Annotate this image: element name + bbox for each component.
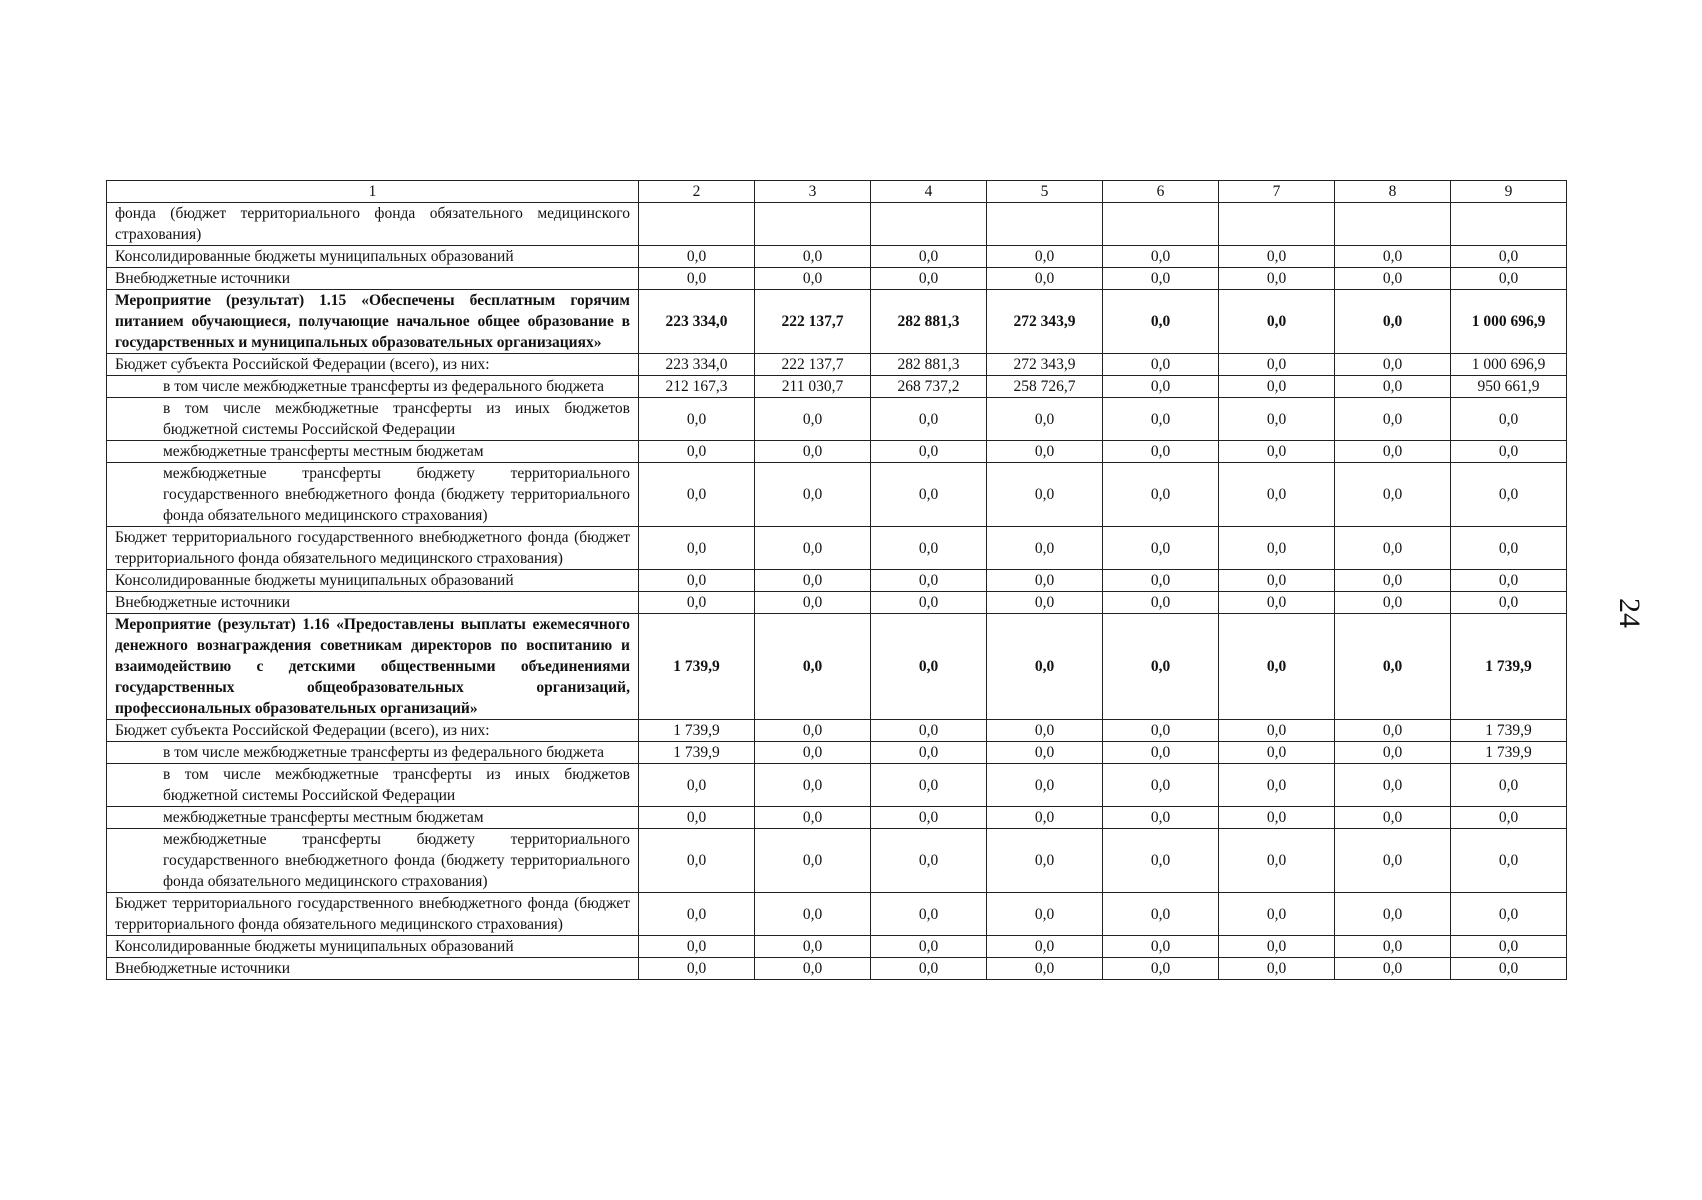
value-cell: 0,0 xyxy=(639,936,755,958)
value-cell: 0,0 xyxy=(755,614,871,720)
value-cell: 282 881,3 xyxy=(871,354,987,376)
value-cell: 0,0 xyxy=(1335,807,1451,829)
row-label: Бюджет территориального государственного внебюджетного фонда (бюджет территориального фонда обязательного медицинского страхования) xyxy=(107,893,639,936)
value-cell: 0,0 xyxy=(1335,764,1451,807)
value-cell: 0,0 xyxy=(987,936,1103,958)
value-cell: 0,0 xyxy=(1335,829,1451,893)
row-label: фонда (бюджет территориального фонда обязательного медицинского страхования) xyxy=(107,203,639,246)
value-cell: 0,0 xyxy=(1103,290,1219,354)
value-cell: 0,0 xyxy=(1335,398,1451,441)
value-cell: 0,0 xyxy=(987,807,1103,829)
value-cell: 0,0 xyxy=(1335,527,1451,570)
value-cell: 0,0 xyxy=(755,398,871,441)
value-cell: 0,0 xyxy=(871,720,987,742)
value-cell: 0,0 xyxy=(987,463,1103,527)
value-cell: 0,0 xyxy=(987,614,1103,720)
column-header: 1 xyxy=(107,181,639,203)
value-cell: 0,0 xyxy=(1335,592,1451,614)
value-cell: 0,0 xyxy=(1103,829,1219,893)
value-cell: 0,0 xyxy=(1335,570,1451,592)
value-cell: 223 334,0 xyxy=(639,290,755,354)
column-header: 9 xyxy=(1451,181,1567,203)
value-cell: 0,0 xyxy=(639,829,755,893)
value-cell: 0,0 xyxy=(1103,570,1219,592)
value-cell: 0,0 xyxy=(1103,742,1219,764)
value-cell: 0,0 xyxy=(1451,592,1567,614)
value-cell: 0,0 xyxy=(1335,893,1451,936)
value-cell: 1 739,9 xyxy=(639,742,755,764)
table-row xyxy=(107,268,1567,290)
value-cell: 0,0 xyxy=(1451,764,1567,807)
row-label: Бюджет субъекта Российской Федерации (всего), из них: xyxy=(107,720,639,742)
value-cell: 0,0 xyxy=(1219,720,1335,742)
value-cell: 0,0 xyxy=(871,570,987,592)
table-row xyxy=(107,829,1567,893)
value-cell: 0,0 xyxy=(1451,268,1567,290)
value-cell: 268 737,2 xyxy=(871,376,987,398)
table-row xyxy=(107,376,1567,398)
value-cell: 0,0 xyxy=(987,570,1103,592)
row-label: межбюджетные трансферты бюджету территориального государственного внебюджетного фонда (бюджету территориального фонда обязательного медицинского страхования) xyxy=(107,829,639,893)
value-cell: 1 739,9 xyxy=(1451,720,1567,742)
value-cell: 0,0 xyxy=(871,893,987,936)
value-cell: 0,0 xyxy=(639,570,755,592)
column-header: 2 xyxy=(639,181,755,203)
value-cell: 0,0 xyxy=(1219,893,1335,936)
value-cell: 0,0 xyxy=(755,441,871,463)
value-cell: 0,0 xyxy=(1335,246,1451,268)
value-cell: 0,0 xyxy=(1219,936,1335,958)
value-cell xyxy=(1219,203,1335,246)
value-cell xyxy=(755,203,871,246)
value-cell: 0,0 xyxy=(639,592,755,614)
row-label: Мероприятие (результат) 1.15 «Обеспечены бесплатным горячим питанием обучающиеся, получающие начальное общее образование в государственных и муниципальных образовательных организациях» xyxy=(107,290,639,354)
value-cell: 0,0 xyxy=(755,936,871,958)
value-cell: 0,0 xyxy=(1219,354,1335,376)
value-cell: 0,0 xyxy=(1219,527,1335,570)
value-cell: 0,0 xyxy=(1103,441,1219,463)
value-cell: 222 137,7 xyxy=(755,354,871,376)
value-cell: 0,0 xyxy=(639,463,755,527)
value-cell: 0,0 xyxy=(755,720,871,742)
table-row xyxy=(107,936,1567,958)
value-cell: 223 334,0 xyxy=(639,354,755,376)
value-cell: 0,0 xyxy=(1335,742,1451,764)
value-cell xyxy=(639,203,755,246)
value-cell: 0,0 xyxy=(755,268,871,290)
value-cell: 0,0 xyxy=(1451,246,1567,268)
value-cell: 0,0 xyxy=(1451,936,1567,958)
table-row xyxy=(107,203,1567,246)
value-cell: 0,0 xyxy=(755,829,871,893)
value-cell: 0,0 xyxy=(987,441,1103,463)
value-cell: 0,0 xyxy=(1451,463,1567,527)
value-cell: 0,0 xyxy=(1335,958,1451,980)
value-cell: 0,0 xyxy=(1219,376,1335,398)
value-cell: 0,0 xyxy=(1335,463,1451,527)
value-cell: 0,0 xyxy=(987,720,1103,742)
value-cell: 0,0 xyxy=(1451,441,1567,463)
table-row xyxy=(107,354,1567,376)
value-cell: 0,0 xyxy=(1103,354,1219,376)
value-cell: 0,0 xyxy=(1451,398,1567,441)
value-cell: 0,0 xyxy=(1103,893,1219,936)
table-row xyxy=(107,246,1567,268)
value-cell: 0,0 xyxy=(755,592,871,614)
value-cell: 0,0 xyxy=(1219,570,1335,592)
table-row xyxy=(107,527,1567,570)
table-row xyxy=(107,807,1567,829)
value-cell: 0,0 xyxy=(639,398,755,441)
value-cell: 0,0 xyxy=(1103,376,1219,398)
value-cell: 0,0 xyxy=(1451,829,1567,893)
row-label: в том числе межбюджетные трансферты из федерального бюджета xyxy=(107,742,639,764)
value-cell: 0,0 xyxy=(1219,764,1335,807)
value-cell: 0,0 xyxy=(1219,742,1335,764)
row-label: межбюджетные трансферты местным бюджетам xyxy=(107,441,639,463)
value-cell: 0,0 xyxy=(1103,764,1219,807)
value-cell: 0,0 xyxy=(1335,268,1451,290)
value-cell: 0,0 xyxy=(1219,290,1335,354)
value-cell: 0,0 xyxy=(639,764,755,807)
table-row xyxy=(107,742,1567,764)
value-cell: 0,0 xyxy=(987,527,1103,570)
value-cell: 0,0 xyxy=(1103,958,1219,980)
value-cell: 0,0 xyxy=(1451,958,1567,980)
value-cell: 0,0 xyxy=(1103,527,1219,570)
value-cell: 0,0 xyxy=(755,246,871,268)
value-cell: 0,0 xyxy=(1103,720,1219,742)
value-cell: 0,0 xyxy=(639,893,755,936)
row-label: Мероприятие (результат) 1.16 «Предоставлены выплаты ежемесячного денежного вознаграждения советникам директоров по воспитанию и взаимодействию с детскими общественными объединениями государственных общеобразовательных организаций, профессиональных образовательных организаций» xyxy=(107,614,639,720)
value-cell: 950 661,9 xyxy=(1451,376,1567,398)
table-row xyxy=(107,463,1567,527)
value-cell: 0,0 xyxy=(871,807,987,829)
row-label: Консолидированные бюджеты муниципальных образований xyxy=(107,246,639,268)
value-cell: 1 000 696,9 xyxy=(1451,290,1567,354)
column-header: 8 xyxy=(1335,181,1451,203)
value-cell: 0,0 xyxy=(871,829,987,893)
value-cell: 0,0 xyxy=(1219,807,1335,829)
value-cell: 1 739,9 xyxy=(639,614,755,720)
table-body xyxy=(107,181,1567,980)
value-cell xyxy=(987,203,1103,246)
value-cell: 0,0 xyxy=(755,570,871,592)
value-cell: 0,0 xyxy=(1219,614,1335,720)
value-cell: 0,0 xyxy=(987,764,1103,807)
value-cell: 0,0 xyxy=(639,807,755,829)
value-cell: 0,0 xyxy=(987,592,1103,614)
table-row xyxy=(107,893,1567,936)
table-row xyxy=(107,441,1567,463)
value-cell: 0,0 xyxy=(755,958,871,980)
value-cell: 0,0 xyxy=(755,893,871,936)
value-cell: 0,0 xyxy=(871,936,987,958)
value-cell: 0,0 xyxy=(1219,441,1335,463)
column-header: 5 xyxy=(987,181,1103,203)
value-cell: 0,0 xyxy=(1103,936,1219,958)
value-cell: 0,0 xyxy=(1219,592,1335,614)
column-header: 3 xyxy=(755,181,871,203)
value-cell: 0,0 xyxy=(871,268,987,290)
value-cell: 0,0 xyxy=(1335,354,1451,376)
value-cell: 0,0 xyxy=(871,764,987,807)
value-cell xyxy=(1451,203,1567,246)
value-cell: 0,0 xyxy=(987,742,1103,764)
value-cell: 0,0 xyxy=(1103,592,1219,614)
row-label: Внебюджетные источники xyxy=(107,268,639,290)
table-row xyxy=(107,720,1567,742)
header-row xyxy=(107,181,1567,203)
value-cell: 0,0 xyxy=(1219,958,1335,980)
value-cell xyxy=(1103,203,1219,246)
value-cell: 0,0 xyxy=(1103,614,1219,720)
value-cell: 0,0 xyxy=(639,246,755,268)
value-cell: 0,0 xyxy=(755,463,871,527)
value-cell: 0,0 xyxy=(1451,807,1567,829)
value-cell: 0,0 xyxy=(871,592,987,614)
value-cell: 0,0 xyxy=(1219,246,1335,268)
row-label: межбюджетные трансферты бюджету территориального государственного внебюджетного фонда (бюджету территориального фонда обязательного медицинского страхования) xyxy=(107,463,639,527)
value-cell: 0,0 xyxy=(871,246,987,268)
value-cell: 0,0 xyxy=(1103,807,1219,829)
value-cell: 0,0 xyxy=(755,807,871,829)
row-label: Консолидированные бюджеты муниципальных образований xyxy=(107,936,639,958)
row-label: Внебюджетные источники xyxy=(107,958,639,980)
value-cell: 0,0 xyxy=(1335,614,1451,720)
value-cell: 0,0 xyxy=(987,398,1103,441)
row-label: в том числе межбюджетные трансферты из федерального бюджета xyxy=(107,376,639,398)
value-cell: 0,0 xyxy=(871,527,987,570)
row-label: Бюджет субъекта Российской Федерации (всего), из них: xyxy=(107,354,639,376)
table-row xyxy=(107,764,1567,807)
column-header: 7 xyxy=(1219,181,1335,203)
value-cell: 0,0 xyxy=(1219,829,1335,893)
value-cell: 0,0 xyxy=(987,268,1103,290)
value-cell: 0,0 xyxy=(987,958,1103,980)
value-cell: 0,0 xyxy=(987,829,1103,893)
value-cell: 222 137,7 xyxy=(755,290,871,354)
budget-table xyxy=(106,180,1567,980)
value-cell: 0,0 xyxy=(871,614,987,720)
table-row xyxy=(107,592,1567,614)
value-cell: 0,0 xyxy=(871,463,987,527)
value-cell: 1 000 696,9 xyxy=(1451,354,1567,376)
value-cell: 0,0 xyxy=(987,893,1103,936)
value-cell: 282 881,3 xyxy=(871,290,987,354)
value-cell: 0,0 xyxy=(755,764,871,807)
value-cell: 0,0 xyxy=(871,398,987,441)
value-cell: 0,0 xyxy=(1335,936,1451,958)
row-label: в том числе межбюджетные трансферты из иных бюджетов бюджетной системы Российской Федерации xyxy=(107,398,639,441)
value-cell: 0,0 xyxy=(1103,463,1219,527)
value-cell: 1 739,9 xyxy=(1451,614,1567,720)
value-cell: 0,0 xyxy=(639,268,755,290)
value-cell: 0,0 xyxy=(1335,720,1451,742)
value-cell xyxy=(871,203,987,246)
value-cell: 0,0 xyxy=(1219,463,1335,527)
value-cell: 0,0 xyxy=(755,742,871,764)
value-cell: 0,0 xyxy=(1335,376,1451,398)
value-cell: 0,0 xyxy=(1219,398,1335,441)
value-cell: 0,0 xyxy=(1335,290,1451,354)
row-label: Консолидированные бюджеты муниципальных образований xyxy=(107,570,639,592)
row-label: Бюджет территориального государственного внебюджетного фонда (бюджет территориального фонда обязательного медицинского страхования) xyxy=(107,527,639,570)
row-label: Внебюджетные источники xyxy=(107,592,639,614)
table-row xyxy=(107,398,1567,441)
table-row xyxy=(107,290,1567,354)
column-header: 6 xyxy=(1103,181,1219,203)
table-row xyxy=(107,958,1567,980)
value-cell: 0,0 xyxy=(639,527,755,570)
value-cell: 0,0 xyxy=(755,527,871,570)
value-cell: 1 739,9 xyxy=(1451,742,1567,764)
value-cell: 0,0 xyxy=(1451,527,1567,570)
value-cell: 211 030,7 xyxy=(755,376,871,398)
value-cell: 272 343,9 xyxy=(987,290,1103,354)
value-cell: 212 167,3 xyxy=(639,376,755,398)
value-cell: 0,0 xyxy=(639,441,755,463)
value-cell: 0,0 xyxy=(1103,398,1219,441)
value-cell: 258 726,7 xyxy=(987,376,1103,398)
value-cell: 0,0 xyxy=(1451,570,1567,592)
value-cell xyxy=(1335,203,1451,246)
value-cell: 1 739,9 xyxy=(639,720,755,742)
row-label: межбюджетные трансферты местным бюджетам xyxy=(107,807,639,829)
table-row xyxy=(107,570,1567,592)
table-row xyxy=(107,614,1567,720)
value-cell: 0,0 xyxy=(1103,268,1219,290)
value-cell: 0,0 xyxy=(1219,268,1335,290)
row-label: в том числе межбюджетные трансферты из иных бюджетов бюджетной системы Российской Федерации xyxy=(107,764,639,807)
value-cell: 272 343,9 xyxy=(987,354,1103,376)
value-cell: 0,0 xyxy=(1451,893,1567,936)
value-cell: 0,0 xyxy=(639,958,755,980)
value-cell: 0,0 xyxy=(871,441,987,463)
value-cell: 0,0 xyxy=(1335,441,1451,463)
value-cell: 0,0 xyxy=(987,246,1103,268)
value-cell: 0,0 xyxy=(1103,246,1219,268)
value-cell: 0,0 xyxy=(871,958,987,980)
value-cell: 0,0 xyxy=(871,742,987,764)
page-number: 24 xyxy=(1613,598,1646,628)
column-header: 4 xyxy=(871,181,987,203)
